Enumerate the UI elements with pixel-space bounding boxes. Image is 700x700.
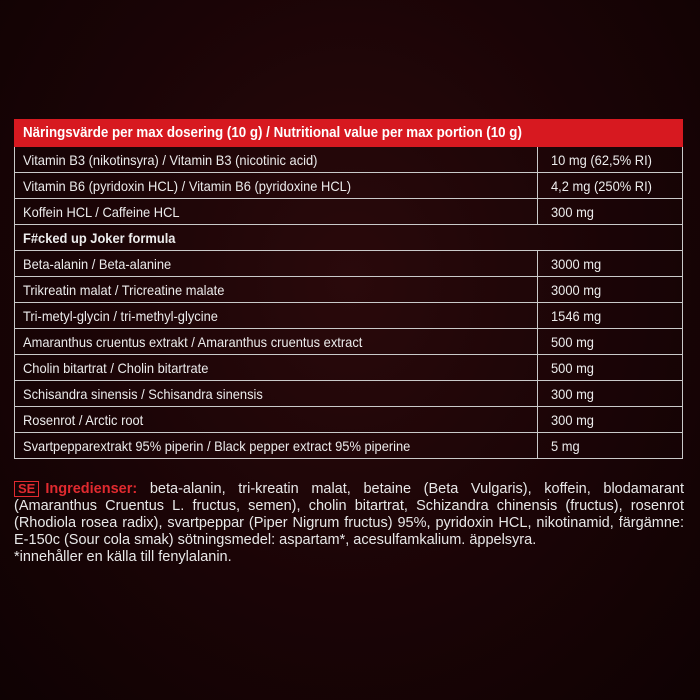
nutrient-amount: 1546 mg <box>537 303 682 329</box>
ingredients-label: Ingredienser: <box>45 481 138 497</box>
table-header: Näringsvärde per max dosering (10 g) / Nutritional value per max portion (10 g) <box>15 120 683 147</box>
nutrient-name: Svartpepparextrakt 95% piperin / Black pepper extract 95% piperine <box>15 433 538 459</box>
section-empty-cell <box>537 225 682 251</box>
nutrient-name: Amaranthus cruentus extrakt / Amaranthus cruentus extract <box>15 329 538 355</box>
table-row <box>15 173 683 199</box>
table-header-row <box>15 120 683 147</box>
nutrient-amount: 10 mg (62,5% RI) <box>537 147 682 173</box>
table-row <box>15 303 683 329</box>
table-row <box>15 199 683 225</box>
section-row <box>15 225 683 251</box>
nutrient-name: Rosenrot / Arctic root <box>15 407 538 433</box>
table-row <box>15 355 683 381</box>
ingredients-footnote: *innehåller en källa till fenylalanin. <box>14 549 232 565</box>
table-row <box>15 277 683 303</box>
nutrient-amount: 300 mg <box>537 407 682 433</box>
nutrient-name: Koffein HCL / Caffeine HCL <box>15 199 538 225</box>
nutrition-table <box>14 119 683 459</box>
nutrient-name: Tri-metyl-glycin / tri-methyl-glycine <box>15 303 538 329</box>
section-title: F#cked up Joker formula <box>15 225 538 251</box>
nutrient-amount: 500 mg <box>537 355 682 381</box>
nutrient-name: Trikreatin malat / Tricreatine malate <box>15 277 538 303</box>
nutrient-amount: 500 mg <box>537 329 682 355</box>
nutrient-amount: 5 mg <box>537 433 682 459</box>
table-row <box>15 433 683 459</box>
nutrient-name: Vitamin B6 (pyridoxin HCL) / Vitamin B6 (pyridoxine HCL) <box>15 173 538 199</box>
nutrient-amount: 4,2 mg (250% RI) <box>537 173 682 199</box>
nutrient-name: Vitamin B3 (nikotinsyra) / Vitamin B3 (nicotinic acid) <box>15 147 538 173</box>
ingredients-block <box>14 481 684 566</box>
table-row <box>15 147 683 173</box>
table-row <box>15 381 683 407</box>
ingredients-text: beta-alanin, tri-kreatin malat, betaine (Beta Vulgaris), koffein, blodamarant (Amaranthus Cruentus L. fructus, semen), cholin bitartrat, Schizandra chinensis (fructus), rosenrot (Rhodiola rosea radix), svartpeppar (Piper Nigrum fructus) 95%, pyridoxin HCL, nikotinamid, färgämne: E-150c (Sour cola smak) sötningsmedel: aspartam*, acesulfamkalium. äppelsyra. <box>14 481 685 548</box>
language-badge: SE <box>14 481 39 497</box>
table-row <box>15 329 683 355</box>
nutrient-amount: 300 mg <box>537 199 682 225</box>
nutrient-name: Beta-alanin / Beta-alanine <box>15 251 538 277</box>
table-row <box>15 407 683 433</box>
nutrient-amount: 3000 mg <box>537 251 682 277</box>
nutrient-amount: 3000 mg <box>537 277 682 303</box>
table-row <box>15 251 683 277</box>
nutrient-name: Schisandra sinensis / Schisandra sinensis <box>15 381 538 407</box>
nutrient-amount: 300 mg <box>537 381 682 407</box>
nutrient-name: Cholin bitartrat / Cholin bitartrate <box>15 355 538 381</box>
